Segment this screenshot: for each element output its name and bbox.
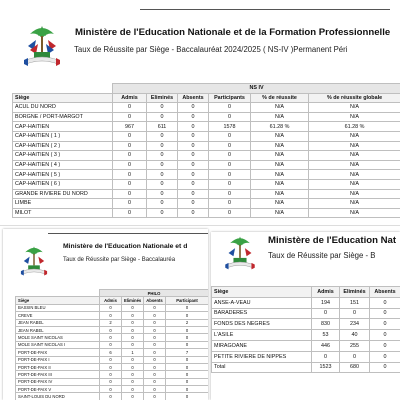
haiti-coat-of-arms-logo bbox=[19, 245, 49, 277]
table-cell: N/A bbox=[251, 179, 309, 189]
table-row bbox=[13, 160, 400, 170]
table-cell: 0 bbox=[122, 363, 144, 370]
table-row bbox=[16, 326, 209, 333]
table-cell: 0 bbox=[166, 326, 209, 333]
table-cell: N/A bbox=[309, 160, 400, 170]
table-cell: 61.28 % bbox=[309, 122, 400, 132]
table-cell: 0 bbox=[100, 393, 122, 400]
report-subtitle: Taux de Réussite par Siège - Baccalauréat 2024/2025 ( NS-IV )Permanent Péri bbox=[74, 45, 348, 54]
table-cell: 0 bbox=[178, 199, 209, 209]
column-header: Admis bbox=[312, 287, 340, 298]
table-row bbox=[16, 304, 209, 311]
table-cell: 0 bbox=[209, 141, 251, 151]
table-cell: 6 bbox=[100, 349, 122, 356]
table-row bbox=[13, 189, 400, 199]
table-cell: 0 bbox=[147, 179, 178, 189]
table-cell: 0 bbox=[100, 326, 122, 333]
siege-cell: CREVE bbox=[16, 312, 100, 319]
table-cell: 1578 bbox=[209, 122, 251, 132]
table-cell: N/A bbox=[251, 199, 309, 209]
table-cell: 0 bbox=[147, 151, 178, 161]
table-cell: 7 bbox=[166, 349, 209, 356]
column-header: Eliminés bbox=[340, 287, 370, 298]
table-cell: 0 bbox=[100, 371, 122, 378]
column-header: Absents bbox=[178, 93, 209, 103]
report-subtitle: Taux de Réussite par Siège - Baccalauréa bbox=[63, 257, 176, 263]
table-cell: 0 bbox=[166, 371, 209, 378]
haiti-coat-of-arms-logo bbox=[223, 235, 257, 271]
table-cell: N/A bbox=[309, 199, 400, 209]
table-cell: 0 bbox=[209, 170, 251, 180]
table-row bbox=[13, 122, 400, 132]
table-cell: 0 bbox=[113, 179, 147, 189]
total-cell: 680 bbox=[340, 362, 370, 373]
siege-cell: L'ASILE bbox=[212, 330, 312, 341]
table-cell: 0 bbox=[147, 189, 178, 199]
table-cell: 0 bbox=[209, 189, 251, 199]
column-header: Eliminés bbox=[147, 93, 178, 103]
table-cell: 0 bbox=[312, 308, 340, 319]
siege-cell: PORT-DE-PAIX II bbox=[16, 363, 100, 370]
table-cell: 0 bbox=[144, 378, 166, 385]
table-cell: 0 bbox=[122, 356, 144, 363]
table-cell: 194 bbox=[312, 297, 340, 308]
table-cell: 0 bbox=[209, 179, 251, 189]
siege-cell: CAP-HAITIEN ( 2 ) bbox=[13, 141, 113, 151]
table-cell: 0 bbox=[144, 326, 166, 333]
column-header-siege: Siège bbox=[13, 93, 113, 103]
table-cell: 0 bbox=[178, 112, 209, 122]
siege-cell: CAP-HAITIEN ( 4 ) bbox=[13, 160, 113, 170]
table-cell: 0 bbox=[113, 170, 147, 180]
table-cell: 0 bbox=[100, 312, 122, 319]
table-cell: 2 bbox=[100, 319, 122, 326]
table-cell: 151 bbox=[340, 297, 370, 308]
table-cell: N/A bbox=[309, 170, 400, 180]
siege-cell: PORT-DE-PAIX I bbox=[16, 356, 100, 363]
table-cell: 0 bbox=[144, 363, 166, 370]
table-cell: 0 bbox=[370, 330, 400, 341]
table-cell: 0 bbox=[113, 160, 147, 170]
column-header: Admis bbox=[113, 93, 147, 103]
table-cell: 0 bbox=[144, 371, 166, 378]
table-row bbox=[13, 103, 400, 113]
table-cell: N/A bbox=[309, 103, 400, 113]
table-cell: N/A bbox=[251, 112, 309, 122]
table-cell: N/A bbox=[251, 189, 309, 199]
table-cell: 0 bbox=[312, 351, 340, 362]
table-cell: 0 bbox=[144, 393, 166, 400]
table-cell: 0 bbox=[122, 386, 144, 393]
siege-cell: MIRAGOANE bbox=[212, 340, 312, 351]
table-cell: 0 bbox=[100, 386, 122, 393]
siege-cell: MOLE SAINT NICOLAS bbox=[16, 334, 100, 341]
siege-cell: ACUL DU NORD bbox=[13, 103, 113, 113]
siege-cell: CAP-HAITIEN ( 6 ) bbox=[13, 179, 113, 189]
table-cell: 0 bbox=[178, 179, 209, 189]
table-cell: 0 bbox=[122, 341, 144, 348]
table-cell: 0 bbox=[113, 199, 147, 209]
table-row bbox=[212, 319, 400, 330]
table-cell: 0 bbox=[370, 340, 400, 351]
table-cell: 0 bbox=[166, 334, 209, 341]
siege-cell: PORT-DE-PAIX bbox=[16, 349, 100, 356]
table-row bbox=[13, 141, 400, 151]
table-cell: 0 bbox=[144, 386, 166, 393]
ministry-title: Ministère de l'Education Nat bbox=[268, 235, 397, 246]
table-row bbox=[212, 340, 400, 351]
table-cell: 0 bbox=[144, 349, 166, 356]
table-cell: 0 bbox=[144, 334, 166, 341]
table-cell: 0 bbox=[100, 363, 122, 370]
ministry-title: Ministère de l'Education Nationale et de la Formation Professionnelle bbox=[75, 27, 391, 38]
table-row bbox=[212, 330, 400, 341]
siege-cell: BASSIN BLEU bbox=[16, 304, 100, 311]
table-cell: 0 bbox=[178, 208, 209, 218]
table-cell: N/A bbox=[309, 141, 400, 151]
table-row-total bbox=[212, 362, 400, 373]
report-page-philo bbox=[3, 229, 208, 400]
table-row bbox=[212, 297, 400, 308]
table-cell: 0 bbox=[370, 297, 400, 308]
table-row bbox=[16, 356, 209, 363]
table-row bbox=[16, 334, 209, 341]
table-cell: 0 bbox=[144, 312, 166, 319]
table-cell: 0 bbox=[144, 319, 166, 326]
table-row bbox=[13, 131, 400, 141]
table-cell: 0 bbox=[166, 393, 209, 400]
table-cell: 0 bbox=[209, 199, 251, 209]
table-cell: 0 bbox=[166, 386, 209, 393]
column-header: % de réussite bbox=[251, 93, 309, 103]
table-cell: N/A bbox=[309, 151, 400, 161]
table-cell: 234 bbox=[340, 319, 370, 330]
table-cell: 0 bbox=[100, 356, 122, 363]
table-row bbox=[16, 378, 209, 385]
total-cell: 1523 bbox=[312, 362, 340, 373]
table-cell: 1 bbox=[122, 349, 144, 356]
table-row bbox=[16, 341, 209, 348]
table-cell: 255 bbox=[340, 340, 370, 351]
table-row bbox=[212, 308, 400, 319]
siege-cell: CAP-HAITIEN ( 3 ) bbox=[13, 151, 113, 161]
table-row bbox=[13, 170, 400, 180]
table-cell: 0 bbox=[144, 356, 166, 363]
table-cell: 53 bbox=[312, 330, 340, 341]
siege-cell: SAINT-LOUIS DU NORD bbox=[16, 393, 100, 400]
column-header: Participant bbox=[166, 297, 209, 304]
table-cell: 0 bbox=[209, 103, 251, 113]
table-cell: 0 bbox=[166, 341, 209, 348]
haiti-coat-of-arms-logo bbox=[22, 24, 62, 68]
table-cell: 0 bbox=[209, 131, 251, 141]
siege-cell: MOLE SAINT NICOLAS I bbox=[16, 341, 100, 348]
table-row bbox=[13, 199, 400, 209]
siege-cell: BORGNE / PORT-MARGOT bbox=[13, 112, 113, 122]
table-cell: 0 bbox=[122, 378, 144, 385]
table-cell: 0 bbox=[178, 151, 209, 161]
table-cell: 0 bbox=[178, 160, 209, 170]
table-cell: 0 bbox=[370, 308, 400, 319]
table-cell: N/A bbox=[251, 208, 309, 218]
total-cell: 0 bbox=[370, 362, 400, 373]
table-cell: 0 bbox=[209, 112, 251, 122]
table-cell: 0 bbox=[340, 308, 370, 319]
table-cell: N/A bbox=[251, 170, 309, 180]
table-cell: 0 bbox=[147, 170, 178, 180]
table-cell: N/A bbox=[309, 208, 400, 218]
table-cell: N/A bbox=[251, 160, 309, 170]
table-cell: 0 bbox=[147, 112, 178, 122]
column-header: Participants bbox=[209, 93, 251, 103]
column-header: Eliminés bbox=[122, 297, 144, 304]
page-rule bbox=[140, 9, 390, 10]
siege-cell: PETITE RIVIERE DE NIPPES bbox=[212, 351, 312, 362]
siege-cell: ANSE-A-VEAU bbox=[212, 297, 312, 308]
table-row bbox=[13, 208, 400, 218]
table-cell: 0 bbox=[209, 151, 251, 161]
table-cell: 61.28 % bbox=[251, 122, 309, 132]
table-cell: 0 bbox=[122, 326, 144, 333]
table-cell: 0 bbox=[178, 131, 209, 141]
column-header: Absents bbox=[370, 287, 400, 298]
report-page-nippes bbox=[211, 232, 400, 400]
table-row bbox=[16, 386, 209, 393]
table-cell: 611 bbox=[147, 122, 178, 132]
column-header: Absents bbox=[144, 297, 166, 304]
table-cell: 0 bbox=[113, 112, 147, 122]
table-row bbox=[16, 349, 209, 356]
column-header-siege: Siège bbox=[212, 287, 312, 298]
table-cell: 0 bbox=[166, 378, 209, 385]
table-cell: 967 bbox=[113, 122, 147, 132]
column-header: % de réussite globale bbox=[309, 93, 400, 103]
siege-cell: CAP-HAITIEN bbox=[13, 122, 113, 132]
table-cell: N/A bbox=[309, 179, 400, 189]
table-cell: 0 bbox=[166, 363, 209, 370]
report-subtitle: Taux de Réussite par Siège - B bbox=[268, 251, 376, 260]
table-row bbox=[212, 351, 400, 362]
table-cell: N/A bbox=[309, 112, 400, 122]
table-cell: 0 bbox=[147, 208, 178, 218]
table-cell: 0 bbox=[113, 151, 147, 161]
total-label: Total bbox=[212, 362, 312, 373]
table-cell: N/A bbox=[251, 103, 309, 113]
siege-cell: JEAN RABEL bbox=[16, 319, 100, 326]
siege-cell: PORT-DE-PAIX III bbox=[16, 371, 100, 378]
table-cell: 0 bbox=[100, 334, 122, 341]
table-cell: 0 bbox=[147, 160, 178, 170]
table-cell: 0 bbox=[122, 371, 144, 378]
table-cell: 40 bbox=[340, 330, 370, 341]
table-cell: 0 bbox=[122, 393, 144, 400]
table-cell: N/A bbox=[309, 131, 400, 141]
siege-cell: FONDS DES NEGRES bbox=[212, 319, 312, 330]
table-cell: 0 bbox=[370, 351, 400, 362]
table-cell: 0 bbox=[100, 378, 122, 385]
page-rule bbox=[48, 233, 208, 234]
table-row bbox=[16, 371, 209, 378]
results-table bbox=[15, 289, 208, 400]
results-table bbox=[211, 286, 400, 373]
table-cell: 0 bbox=[178, 103, 209, 113]
results-table bbox=[12, 83, 400, 218]
siege-cell: PORT-DE-PAIX V bbox=[16, 386, 100, 393]
table-cell: 2 bbox=[166, 319, 209, 326]
table-cell: 446 bbox=[312, 340, 340, 351]
table-row bbox=[13, 112, 400, 122]
table-cell: N/A bbox=[251, 141, 309, 151]
table-cell: 0 bbox=[100, 304, 122, 311]
table-row bbox=[16, 393, 209, 400]
section-band: PHILO bbox=[100, 290, 209, 297]
siege-cell: CAP-HAITIEN ( 5 ) bbox=[13, 170, 113, 180]
table-cell: 0 bbox=[113, 208, 147, 218]
siege-cell: LIMBE bbox=[13, 199, 113, 209]
table-cell: 0 bbox=[113, 189, 147, 199]
table-cell: 0 bbox=[113, 141, 147, 151]
table-cell: 0 bbox=[166, 356, 209, 363]
siege-cell: CAP-HAITIEN ( 1 ) bbox=[13, 131, 113, 141]
table-cell: 0 bbox=[147, 141, 178, 151]
column-header: Admis bbox=[100, 297, 122, 304]
table-row bbox=[13, 151, 400, 161]
siege-cell: MILOT bbox=[13, 208, 113, 218]
table-cell: 0 bbox=[340, 351, 370, 362]
table-cell: 0 bbox=[147, 103, 178, 113]
table-row bbox=[13, 179, 400, 189]
siege-cell: BARADERES bbox=[212, 308, 312, 319]
table-row bbox=[16, 319, 209, 326]
table-cell: 0 bbox=[178, 122, 209, 132]
table-row bbox=[16, 363, 209, 370]
column-header-siege: Siège bbox=[16, 297, 100, 304]
table-cell: 830 bbox=[312, 319, 340, 330]
table-cell: N/A bbox=[309, 189, 400, 199]
table-cell: 0 bbox=[122, 334, 144, 341]
table-cell: 0 bbox=[122, 304, 144, 311]
table-row bbox=[16, 312, 209, 319]
table-cell: 0 bbox=[100, 341, 122, 348]
table-cell: 0 bbox=[166, 304, 209, 311]
table-cell: N/A bbox=[251, 131, 309, 141]
siege-cell: GRANDE RIVIERE DU NORD bbox=[13, 189, 113, 199]
section-band: NS IV bbox=[113, 84, 400, 94]
table-cell: 0 bbox=[147, 199, 178, 209]
table-cell: 0 bbox=[113, 103, 147, 113]
table-cell: 0 bbox=[178, 141, 209, 151]
table-cell: 0 bbox=[144, 304, 166, 311]
table-cell: 0 bbox=[122, 319, 144, 326]
siege-cell: JEAN RABEL bbox=[16, 326, 100, 333]
siege-cell: PORT-DE-PAIX IV bbox=[16, 378, 100, 385]
table-cell: 0 bbox=[166, 312, 209, 319]
table-cell: 0 bbox=[178, 189, 209, 199]
table-cell: 0 bbox=[113, 131, 147, 141]
table-cell: 0 bbox=[370, 319, 400, 330]
table-cell: 0 bbox=[122, 312, 144, 319]
table-cell: 0 bbox=[209, 160, 251, 170]
table-cell: 0 bbox=[147, 131, 178, 141]
table-cell: 0 bbox=[209, 208, 251, 218]
table-cell: 0 bbox=[144, 341, 166, 348]
table-cell: 0 bbox=[178, 170, 209, 180]
ministry-title: Ministère de l'Education Nationale et d bbox=[63, 243, 188, 250]
table-cell: N/A bbox=[251, 151, 309, 161]
